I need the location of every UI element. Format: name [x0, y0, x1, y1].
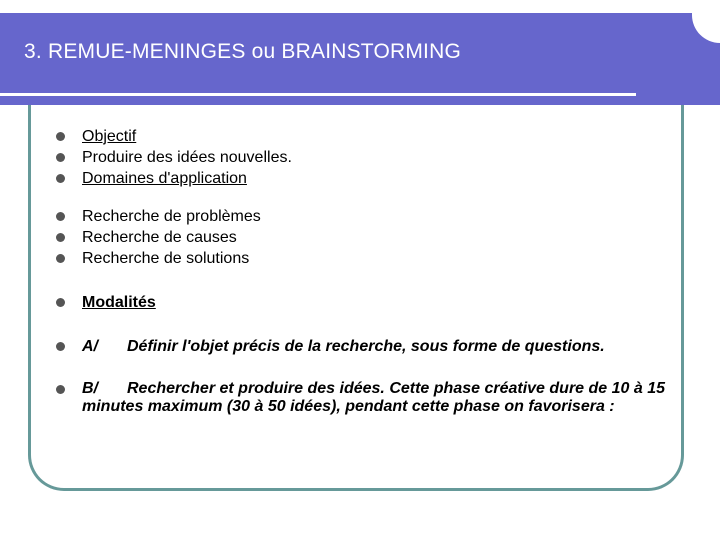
bullet-dot-icon: [56, 174, 65, 183]
step-label: B/: [82, 380, 98, 397]
item-text: Produire des idées nouvelles.: [82, 149, 292, 166]
bullet-problemes: [56, 206, 676, 227]
step-text: Rechercher et produire des idées. Cette phase créative dure de 10 à 15 minutes maximum (30 à 50 idées), pendant cette phase on favorisera :: [82, 380, 666, 415]
bullet-dot-icon: [56, 298, 65, 307]
bullet-dot-icon: [56, 153, 65, 162]
bullet-causes: [56, 227, 676, 248]
bullet-modalites: [56, 292, 676, 313]
bullet-objectif: [56, 126, 676, 147]
item-text: Recherche de solutions: [82, 250, 250, 267]
title-underline: [0, 93, 636, 96]
heading-domaines: Domaines d'application: [82, 170, 247, 187]
bullet-dot-icon: [56, 212, 65, 221]
slide-content: [56, 126, 676, 416]
item-text: Recherche de problèmes: [82, 208, 261, 225]
bullet-domaines: [56, 168, 676, 189]
bullet-dot-icon: [56, 342, 65, 351]
bullet-solutions: [56, 248, 676, 269]
bullet-produire: [56, 147, 676, 168]
step-text: Définir l'objet précis de la recherche, sous forme de questions.: [127, 338, 605, 355]
step-label: A/: [82, 338, 98, 355]
bullet-step-a: [56, 336, 676, 357]
item-text: Recherche de causes: [82, 229, 237, 246]
heading-modalites: Modalités: [82, 294, 156, 311]
bullet-dot-icon: [56, 385, 65, 394]
slide-title: 3. REMUE-MENINGES ou BRAINSTORMING: [24, 40, 461, 63]
bullet-step-b: [56, 380, 676, 416]
bullet-dot-icon: [56, 132, 65, 141]
heading-objectif: Objectif: [82, 128, 137, 145]
bullet-dot-icon: [56, 254, 65, 263]
bullet-dot-icon: [56, 233, 65, 242]
